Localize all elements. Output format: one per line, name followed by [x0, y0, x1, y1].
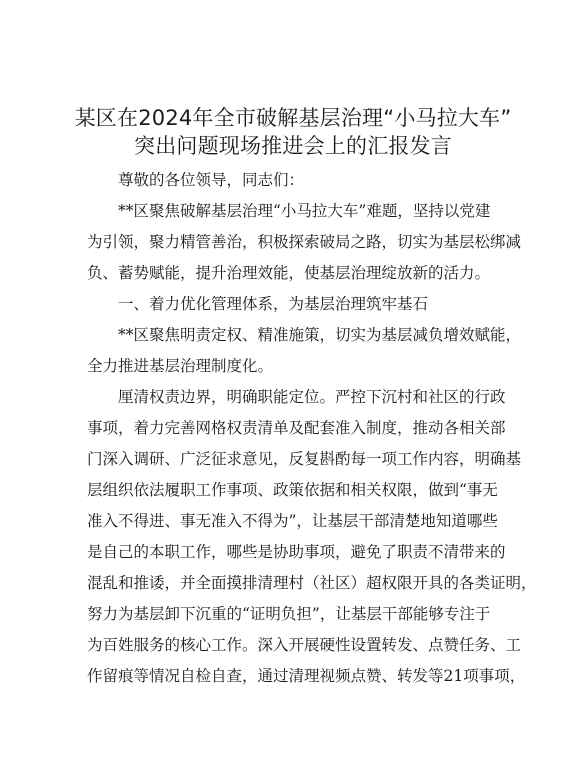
paragraph-line: 门深入调研、广泛征求意见，反复斟酌每一项工作内容，明确基 — [87, 450, 522, 468]
paragraph-line: 作留痕等情况自检自查，通过清理视频点赞、转发等21项事项， — [87, 667, 526, 685]
document-title-line-2: 突出问题现场推进会上的汇报发言 — [134, 134, 452, 158]
paragraph-line: 努力为基层卸下沉重的“证明负担”，让基层干部能够专注于 — [87, 605, 491, 623]
paragraph-line: 准入不得进、事无准入不得为”，让基层干部清楚地知道哪些 — [87, 512, 498, 530]
section-heading: 一、着力优化管理体系，为基层治理筑牢基石 — [118, 295, 429, 313]
paragraph-line: 混乱和推诿，并全面摸排清理村（社区）超权限开具的各类证明， — [87, 574, 537, 592]
paragraph-line: 全力推进基层治理制度化。 — [87, 357, 274, 375]
paragraph-line: 负、蓄势赋能，提升治理效能，使基层治理绽放新的活力。 — [87, 264, 491, 282]
paragraph-line: **区聚焦破解基层治理“小马拉大车”难题，坚持以党建 — [118, 202, 491, 220]
paragraph-line: 为引领，聚力精管善治，积极探索破局之路，切实为基层松绑减 — [87, 233, 522, 251]
paragraph-line: 层组织依法履职工作事项、政策依据和相关权限，做到“事无 — [87, 481, 498, 499]
document-body — [87, 165, 537, 692]
paragraph-line: 厘清权责边界，明确职能定位。严控下沉村和社区的行政 — [118, 388, 506, 406]
document-title-line-1: 某区在2024年全市破解基层治理“小马拉大车” — [74, 106, 512, 130]
paragraph-line: **区聚焦明责定权、精准施策，切实为基层减负增效赋能， — [118, 326, 522, 344]
paragraph-line: 为百姓服务的核心工作。深入开展硬性设置转发、点赞任务、工 — [87, 636, 522, 654]
salutation: 尊敬的各位领导，同志们： — [118, 171, 305, 189]
paragraph-line: 是自己的本职工作，哪些是协助事项，避免了职责不清带来的 — [87, 543, 506, 561]
paragraph-line: 事项，着力完善网格权责清单及配套准入制度，推动各相关部 — [87, 419, 506, 437]
